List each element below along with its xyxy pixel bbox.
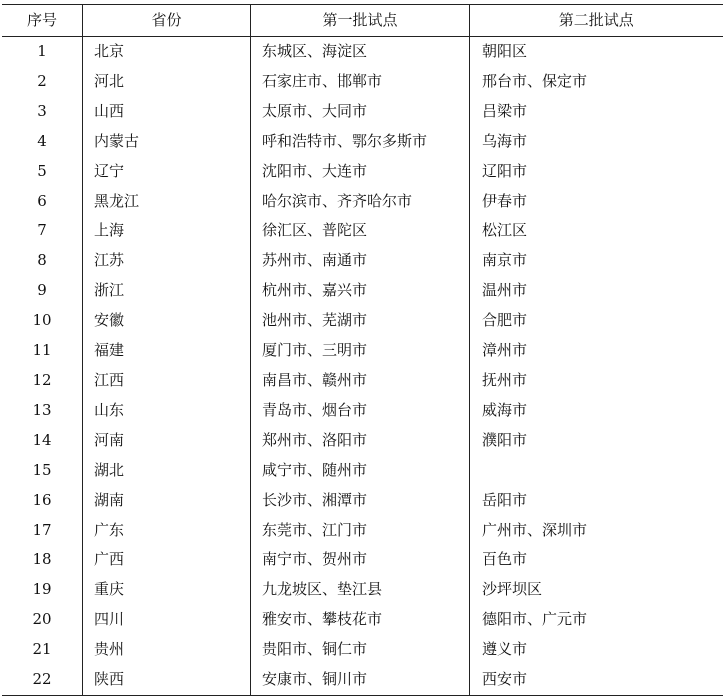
table-row [2,426,723,456]
row-batch-1: 咸宁市、随州市 [251,456,470,486]
row-index: 5 [37,161,47,180]
row-batch-2: 威海市 [470,396,723,426]
row-index: 22 [2,665,83,695]
header-batch-2: 第二批试点 [470,5,723,37]
row-index: 6 [37,191,47,210]
row-batch-2: 吕梁市 [470,97,723,127]
row-province: 江西 [83,366,251,396]
row-index: 8 [37,251,47,270]
table-row [2,336,723,366]
row-index: 4 [37,131,47,150]
row-batch-2: 岳阳市 [470,486,723,516]
table-row [2,246,723,276]
table-row [2,157,723,187]
row-province: 江苏 [83,246,251,276]
row-batch-1: 石家庄市、邯郸市 [251,67,470,97]
row-batch-1: 青岛市、烟台市 [251,396,470,426]
row-province: 山西 [83,97,251,127]
header-index: 序号 [2,5,83,37]
row-index: 7 [37,221,47,240]
row-batch-2: 松江区 [470,216,723,246]
row-batch-1: 南宁市、贺州市 [251,545,470,575]
row-index: 12 [32,370,52,389]
row-batch-2: 伊春市 [470,187,723,217]
row-batch-2: 辽阳市 [470,157,723,187]
row-province: 黑龙江 [83,187,251,217]
header-batch-1: 第一批试点 [251,5,470,37]
row-index: 18 [32,550,52,569]
row-index: 16 [32,490,52,509]
row-batch-2: 遵义市 [470,635,723,665]
row-index: 21 [32,640,52,659]
row-batch-1: 安康市、铜川市 [251,665,470,695]
row-batch-2: 南京市 [470,246,723,276]
table-row [2,665,723,695]
row-province: 湖北 [83,456,251,486]
table-row [2,486,723,516]
row-batch-1: 呼和浩特市、鄂尔多斯市 [251,127,470,157]
table-body [2,37,723,696]
row-batch-1: 池州市、芜湖市 [251,306,470,336]
row-batch-2: 合肥市 [470,306,723,336]
row-province: 浙江 [83,276,251,306]
row-batch-1: 哈尔滨市、齐齐哈尔市 [251,187,470,217]
row-index: 14 [32,430,52,449]
row-batch-2: 抚州市 [470,366,723,396]
row-batch-1: 南昌市、赣州市 [251,366,470,396]
row-index: 13 [32,400,52,419]
row-province: 贵州 [83,635,251,665]
table-header-row [2,5,723,37]
table-row [2,276,723,306]
row-batch-1: 东莞市、江门市 [251,516,470,546]
row-batch-1: 沈阳市、大连市 [251,157,470,187]
row-batch-2: 西安市 [470,665,723,695]
table-row [2,635,723,665]
row-index: 11 [32,341,52,360]
table-row [2,67,723,97]
row-province: 安徽 [83,306,251,336]
row-batch-1: 东城区、海淀区 [251,37,470,67]
row-batch-1: 厦门市、三明市 [251,336,470,366]
row-batch-2: 广州市、深圳市 [470,516,723,546]
row-batch-1: 贵阳市、铜仁市 [251,635,470,665]
row-province: 山东 [83,396,251,426]
row-index: 15 [32,460,52,479]
row-province: 辽宁 [83,157,251,187]
row-province: 北京 [83,37,251,67]
table-row [2,396,723,426]
row-province: 福建 [83,336,251,366]
row-province: 湖南 [83,486,251,516]
row-batch-1: 雅安市、攀枝花市 [251,605,470,635]
row-batch-1: 杭州市、嘉兴市 [251,276,470,306]
row-batch-2: 德阳市、广元市 [470,605,723,635]
row-province: 河北 [83,67,251,97]
table-row [2,306,723,336]
table-row [2,97,723,127]
row-index: 9 [37,281,47,300]
row-index: 20 [32,610,52,629]
row-batch-2: 温州市 [470,276,723,306]
table-row [2,216,723,246]
pilot-cities-table [2,4,723,696]
table-row [2,516,723,546]
row-province: 广西 [83,545,251,575]
row-province: 陕西 [83,665,251,695]
row-batch-2: 濮阳市 [470,426,723,456]
row-batch-2: 百色市 [470,545,723,575]
table-row [2,456,723,486]
row-batch-1: 九龙坡区、垫江县 [251,575,470,605]
row-batch-1: 长沙市、湘潭市 [251,486,470,516]
row-index: 10 [32,311,52,330]
row-batch-1: 太原市、大同市 [251,97,470,127]
table-row [2,127,723,157]
row-batch-2: 朝阳区 [470,37,723,67]
row-province: 河南 [83,426,251,456]
row-index: 2 [37,71,47,90]
row-province: 重庆 [83,575,251,605]
row-index: 3 [37,101,47,120]
table-row [2,366,723,396]
row-batch-1: 徐汇区、普陀区 [251,216,470,246]
row-province: 广东 [83,516,251,546]
row-index: 19 [32,580,52,599]
row-province: 上海 [83,216,251,246]
row-batch-2 [470,456,723,486]
row-index: 17 [32,520,52,539]
table-row [2,545,723,575]
table-row [2,575,723,605]
row-province: 内蒙古 [83,127,251,157]
row-batch-2: 漳州市 [470,336,723,366]
row-index: 1 [37,42,47,60]
table-row [2,37,723,67]
table-row [2,605,723,635]
row-province: 四川 [83,605,251,635]
row-batch-1: 苏州市、南通市 [251,246,470,276]
row-batch-2: 乌海市 [470,127,723,157]
row-batch-2: 邢台市、保定市 [470,67,723,97]
table-row [2,187,723,217]
row-batch-2: 沙坪坝区 [470,575,723,605]
row-batch-1: 郑州市、洛阳市 [251,426,470,456]
header-province: 省份 [83,5,251,37]
